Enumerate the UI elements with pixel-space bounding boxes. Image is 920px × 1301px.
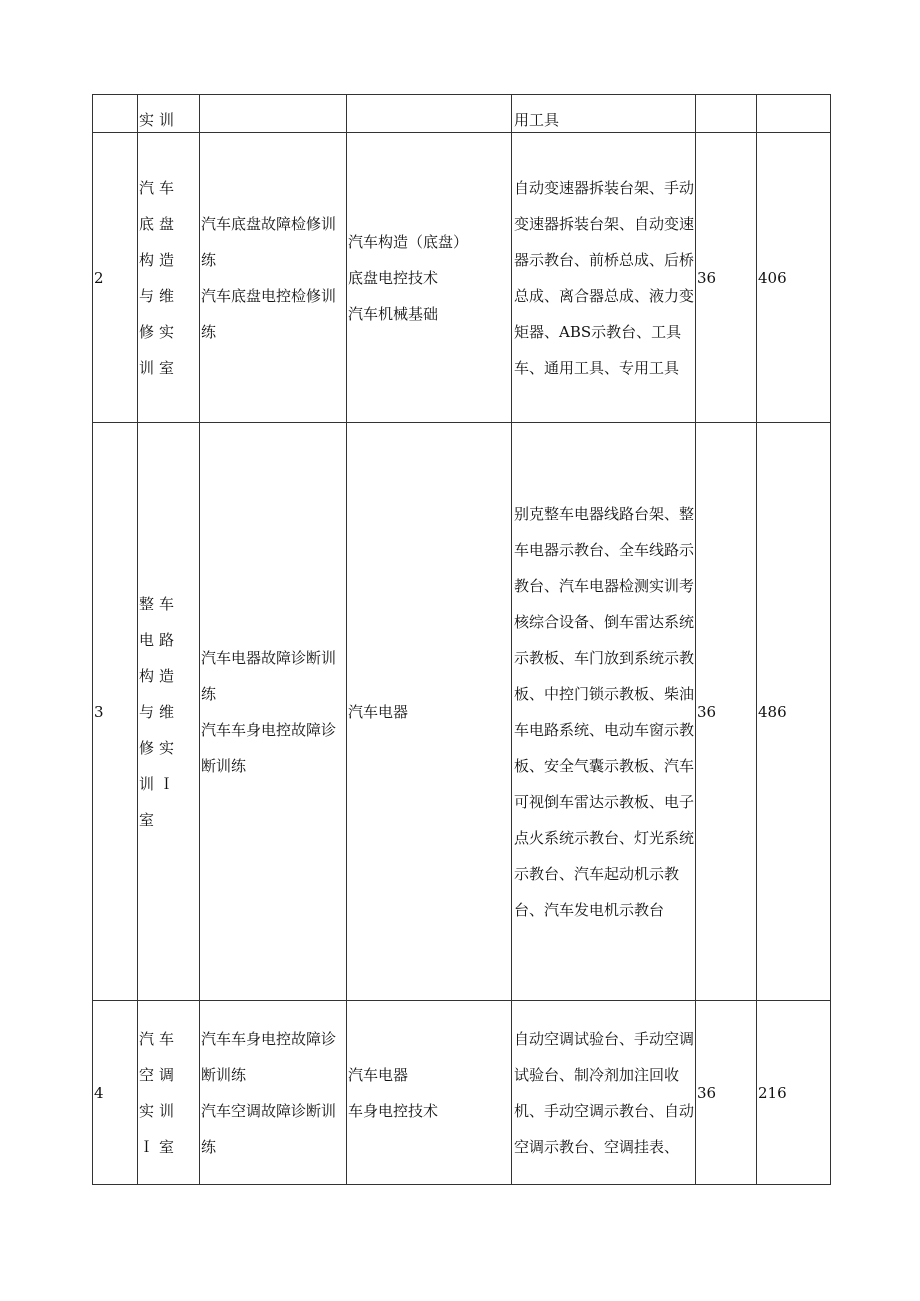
training-room-table	[92, 94, 831, 1185]
table-row	[93, 1001, 831, 1185]
task-item: 汽车底盘电控检修训练	[201, 286, 337, 341]
training-tasks	[200, 95, 347, 133]
area: 486	[757, 423, 831, 1001]
stations: 36	[696, 423, 757, 1001]
table-row	[93, 95, 831, 133]
equipment: 用工具	[512, 95, 696, 133]
stations	[696, 95, 757, 133]
equipment: 别克整车电器线路台架、整车电器示教台、全车线路示教台、汽车电器检测实训考核综合设备、倒车雷达系统示教板、车门放到系统示教板、中控门锁示教板、柴油车电路系统、电动车窗示教板、安全气囊示教板、汽车可视倒车雷达示教板、电子点火系统示教台、灯光系统示教台、汽车起动机示教台、汽车发电机示教台	[512, 423, 696, 1001]
task-item: 汽车电器故障诊断训练	[201, 648, 337, 703]
courses	[347, 133, 512, 423]
table-row	[93, 133, 831, 423]
course-item: 汽车电器	[348, 1065, 409, 1084]
table-row	[93, 423, 831, 1001]
row-number: 2	[93, 133, 138, 423]
equipment: 自动空调试验台、手动空调试验台、制冷剂加注回收机、手动空调示教台、自动空调示教台、空调挂表、	[512, 1001, 696, 1185]
training-tasks	[200, 1001, 347, 1185]
stations: 36	[696, 1001, 757, 1185]
course-item: 车身电控技术	[348, 1101, 439, 1120]
courses	[347, 423, 512, 1001]
courses	[347, 95, 512, 133]
row-number: 3	[93, 423, 138, 1001]
course-item: 汽车机械基础	[348, 304, 439, 323]
area: 406	[757, 133, 831, 423]
course-item: 汽车电器	[348, 702, 409, 721]
row-number	[93, 95, 138, 133]
courses	[347, 1001, 512, 1185]
training-tasks	[200, 133, 347, 423]
task-item: 汽车底盘故障检修训练	[201, 214, 337, 269]
equipment: 自动变速器拆装台架、手动变速器拆装台架、自动变速器示教台、前桥总成、后桥总成、离合器总成、液力变矩器、ABS示教台、工具车、通用工具、专用工具	[512, 133, 696, 423]
area: 216	[757, 1001, 831, 1185]
room-name: 汽车底盘构造与维修实训室	[138, 133, 200, 423]
course-item: 底盘电控技术	[348, 268, 439, 287]
room-name: 整车电路构造与维修实训Ｉ室	[138, 423, 200, 1001]
stations: 36	[696, 133, 757, 423]
area	[757, 95, 831, 133]
task-item: 汽车车身电控故障诊断训练	[201, 720, 337, 775]
room-name: 实训	[138, 95, 200, 133]
course-item: 汽车构造（底盘）	[348, 232, 469, 251]
row-number: 4	[93, 1001, 138, 1185]
task-item: 汽车空调故障诊断训练	[201, 1101, 337, 1156]
task-item: 汽车车身电控故障诊断训练	[201, 1029, 337, 1084]
training-tasks	[200, 423, 347, 1001]
room-name: 汽车空调实训Ｉ室	[138, 1001, 200, 1185]
